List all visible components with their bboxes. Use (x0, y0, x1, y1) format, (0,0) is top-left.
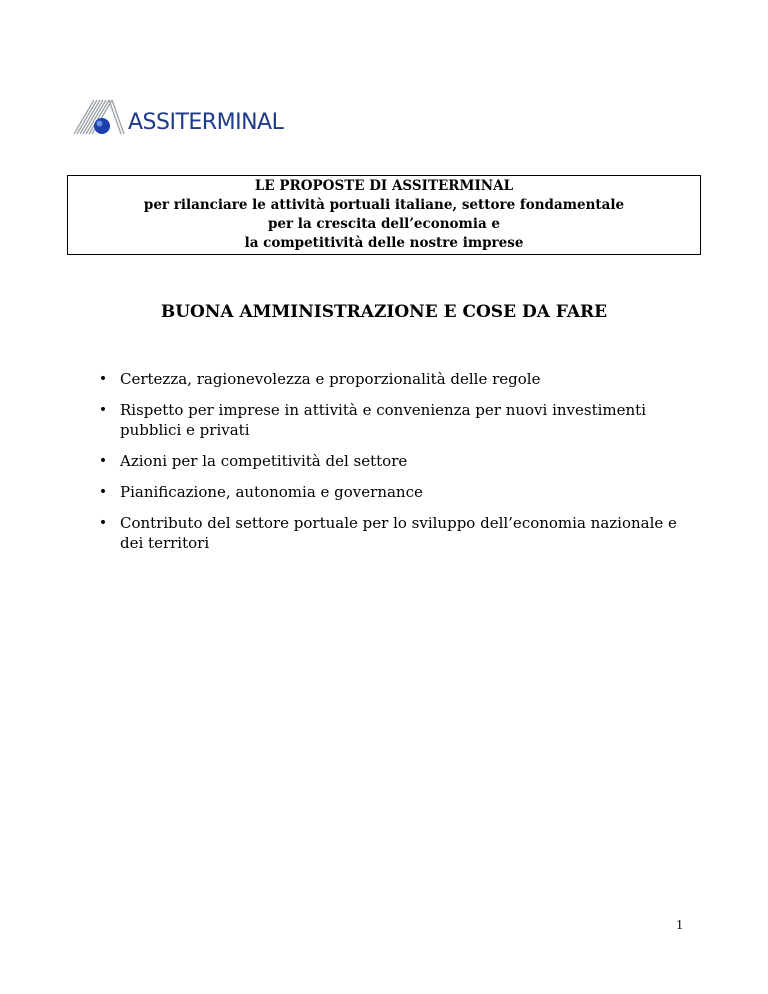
list-item-text: Rispetto per imprese in attività e convenienza per nuovi investimenti pubblici e privati (120, 401, 647, 439)
list-item (98, 400, 698, 440)
header-line-2: per rilanciare le attività portuali italiane, settore fondamentale (143, 197, 625, 213)
bullet-icon: • (98, 515, 108, 531)
bullet-icon: • (98, 402, 108, 418)
list-item (98, 369, 698, 389)
list-item (98, 482, 698, 502)
bullet-icon: • (98, 453, 108, 469)
header-line-3: per la crescita dell’economia e (267, 216, 501, 232)
header-box (67, 175, 701, 255)
header-line-4: la competitività delle nostre imprese (244, 235, 524, 251)
page-number: 1 (676, 918, 683, 933)
header-line-1: LE PROPOSTE DI ASSITERMINAL (254, 178, 514, 194)
company-logo (72, 96, 302, 140)
list-item-text: Pianificazione, autonomia e governance (120, 483, 423, 501)
list-item-text: Certezza, ragionevolezza e proporzionalità delle regole (120, 370, 541, 388)
list-item (98, 451, 698, 471)
assiterminal-logo-icon (72, 96, 132, 136)
list-item (98, 513, 698, 553)
list-item-text: Contributo del settore portuale per lo sviluppo dell’economia nazionale e dei territori (120, 514, 677, 552)
logo-text: ASSITERMINAL (128, 110, 284, 135)
bullet-icon: • (98, 484, 108, 500)
section-title: BUONA AMMINISTRAZIONE E COSE DA FARE (160, 302, 608, 322)
bullet-list (98, 369, 698, 564)
list-item-text: Azioni per la competitività del settore (120, 452, 408, 470)
bullet-icon: • (98, 371, 108, 387)
